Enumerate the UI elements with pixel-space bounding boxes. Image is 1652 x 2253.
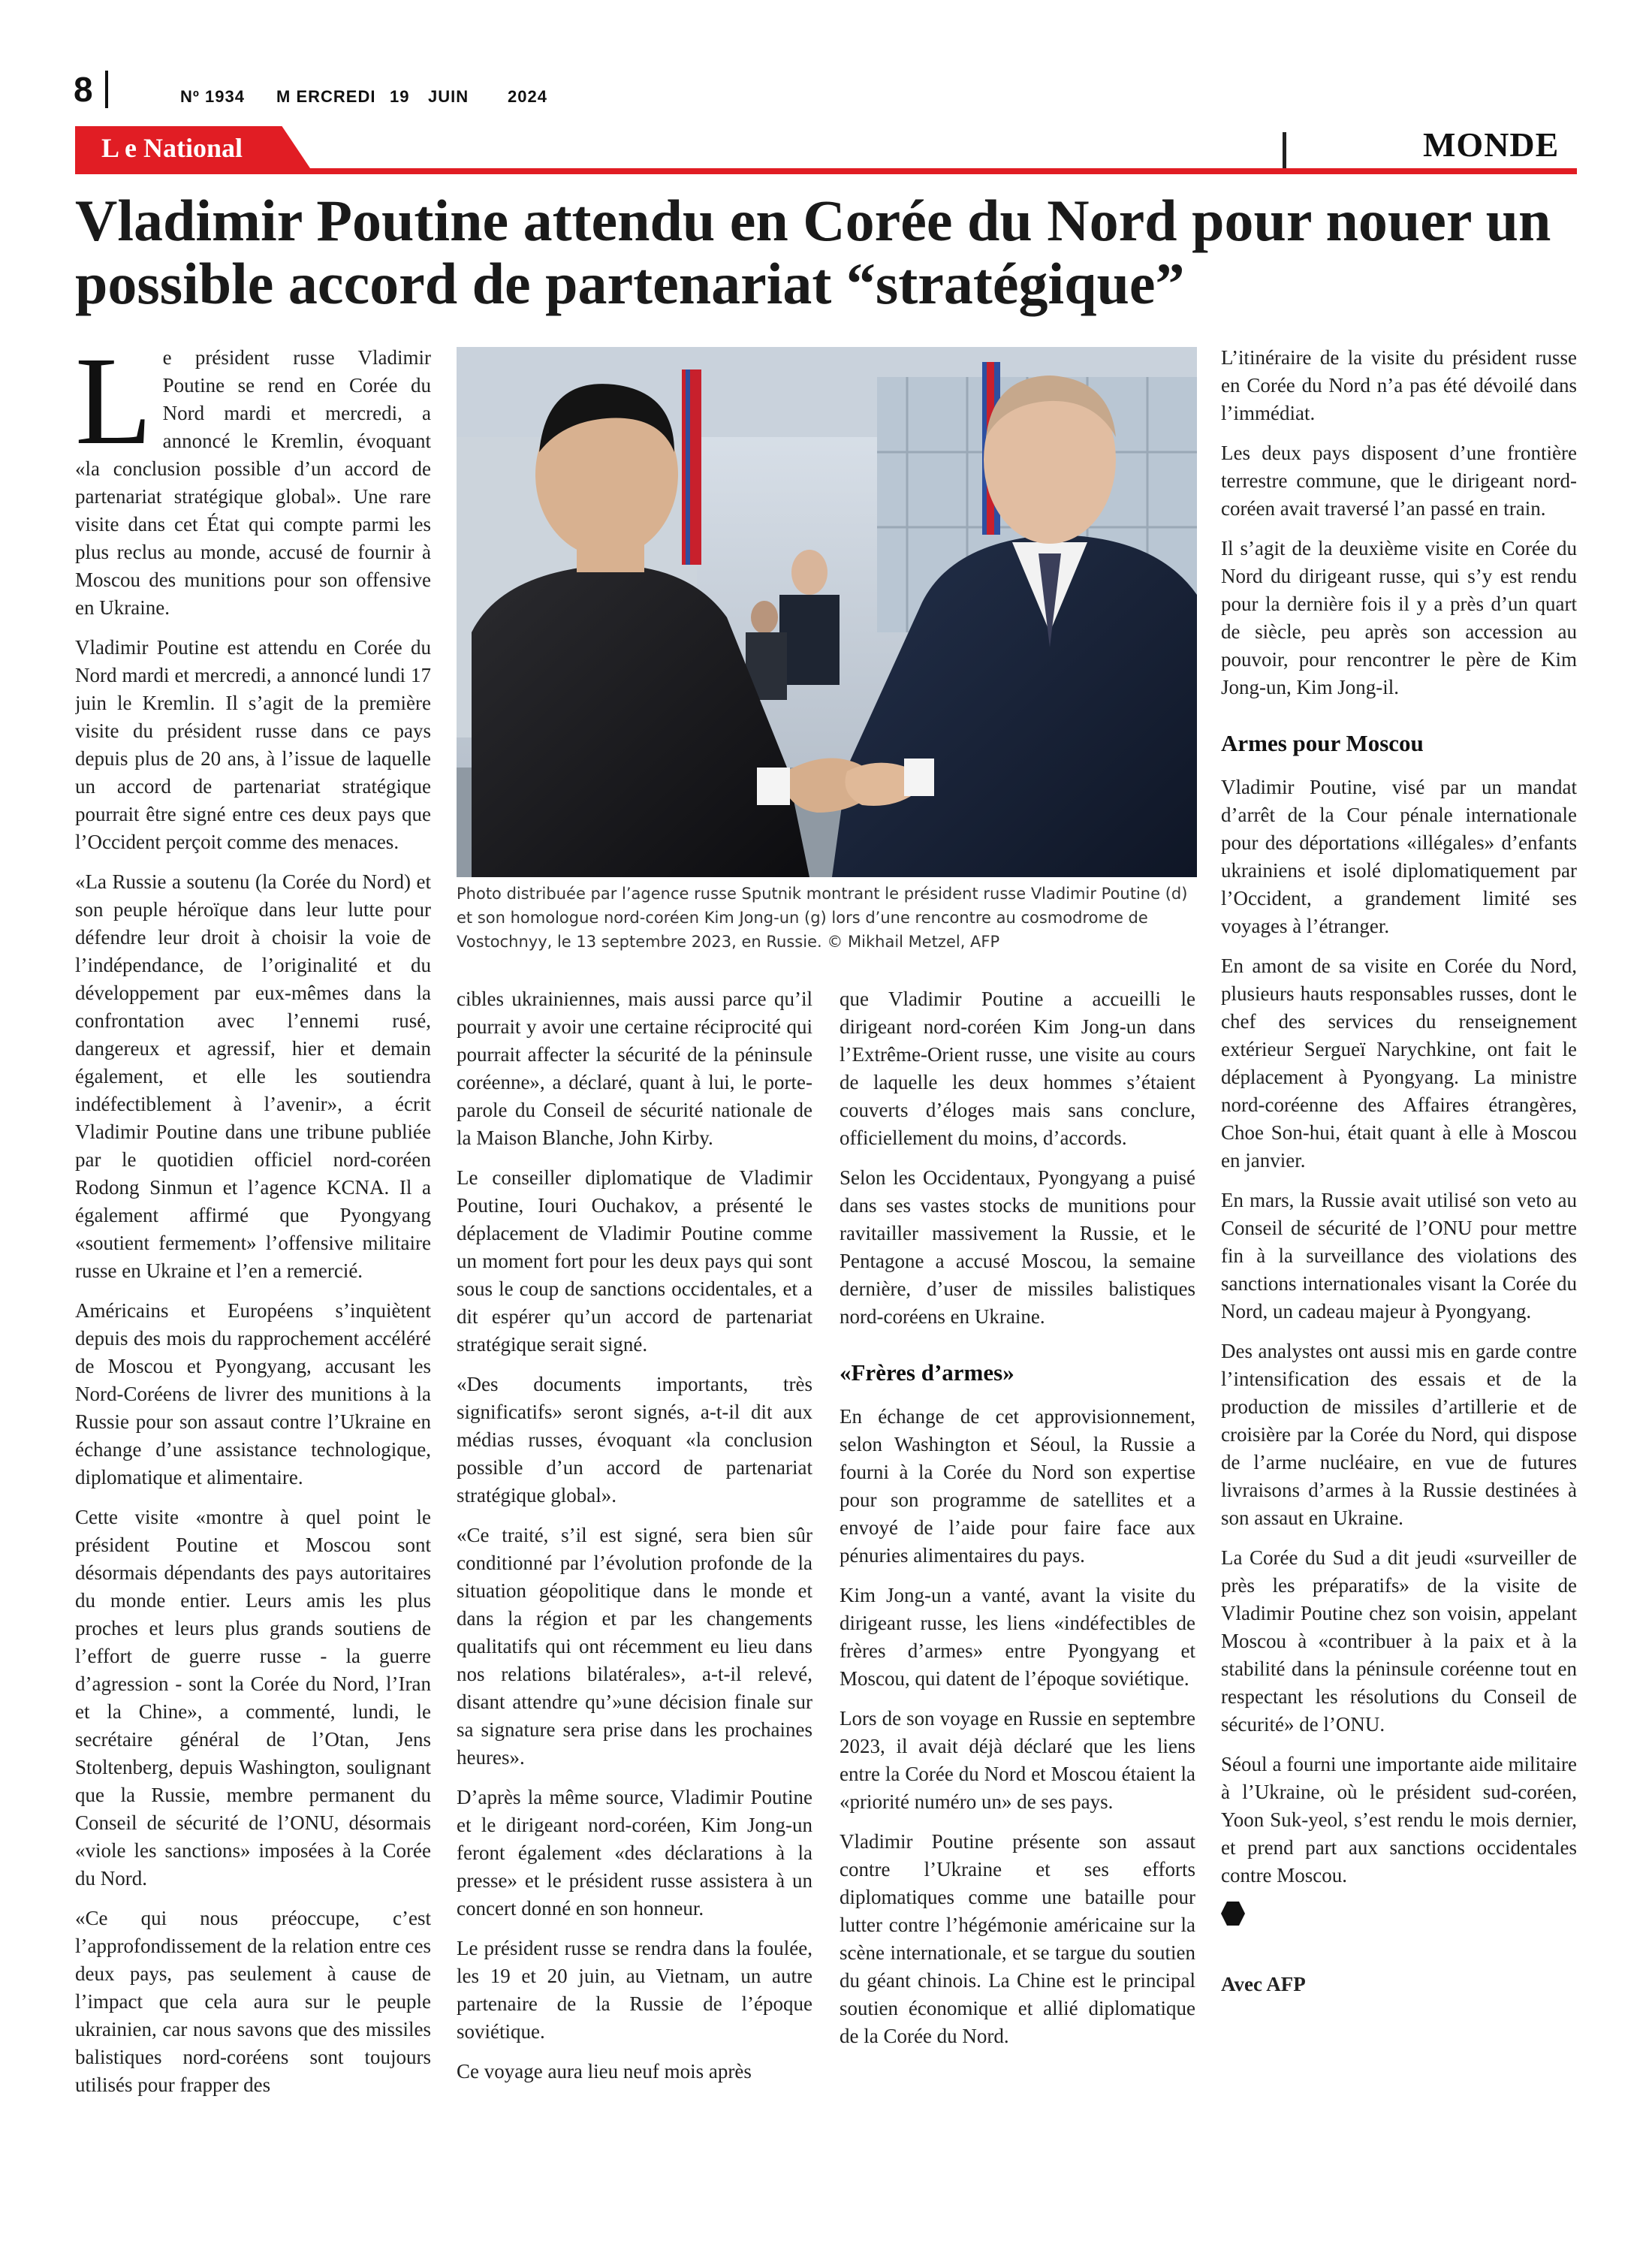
paragraph: La Corée du Sud a dit jeudi «surveiller de près les préparatifs» de la visite de Vladimir Poutine chez son voisin, appelant Moscou à «contribuer à la paix et à la stabilité dans la péninsule coréenne tout en respectant les résolutions du Conseil de sécurité» de l’ONU. (1221, 1546, 1577, 1736)
page-number: 8 (74, 70, 93, 109)
issue-year: 2024 (508, 87, 547, 106)
paragraph: L’itinéraire de la visite du président russe en Corée du Nord n’a pas été dévoilé dans l’immédiat. (1221, 346, 1577, 424)
handshake-photo (457, 347, 1197, 877)
paragraph: Lors de son voyage en Russie en septembre 2023, il avait déjà déclaré que les liens entre la Corée du Nord et Moscou étaient la «priorité numéro un» de ses pays. (840, 1707, 1195, 1813)
header-rule (75, 168, 1577, 174)
paragraph: En amont de sa visite en Corée du Nord, plusieurs hauts responsables russes, dont le chef des services du renseignement extérieur Sergueï Narychkine, ont fait le déplacement à Pyongyang. La ministre nord-coréenne des Affaires étrangères, Choe Son-hui, était quant à elle à Moscou en janvier. (1221, 955, 1577, 1172)
paragraph: Vladimir Poutine présente son assaut contre l’Ukraine et ses efforts diplomatiques comme une bataille pour lutter contre l’hégémonie américaine sur la scène internationale, et se targue du soutien du géant chinois. La Chine est le principal soutien économique et allié diplomatique de la Corée du Nord. (840, 1830, 1195, 2047)
paragraph: que Vladimir Poutine a accueilli le dirigeant nord-coréen Kim Jong-un dans l’Extrême-Orient russe, une visite au cours de laquelle les deux hommes s’étaient couverts d’éloges mais sans conclure, officiellement du moins, d’accords. (840, 988, 1195, 1149)
headline: Vladimir Poutine attendu en Corée du Nord pour nouer un possible accord de partenariat “stratégique” (75, 188, 1551, 316)
brand-name: L e National (101, 133, 243, 163)
article-column-3 (840, 985, 1195, 2179)
paragraph: En mars, la Russie avait utilisé son veto au Conseil de sécurité de l’ONU pour mettre fin à la surveillance des violations des sanctions internationales visant la Corée du Nord, un cadeau majeur à Pyongyang. (1221, 1189, 1577, 1323)
article-column-4 (1221, 344, 1577, 2176)
article-column-2 (457, 985, 812, 2179)
paragraph: Vladimir Poutine est attendu en Corée du Nord mardi et mercredi, a annoncé lundi 17 juin le Kremlin. Il s’agit de la première visite du président russe dans ce pays depuis plus de 20 ans, à l’issue de laquelle un accord de partenariat stratégique pourrait être signé entre ces deux pays que l’Occident perçoit comme des menaces. (75, 636, 431, 853)
article-credit: Avec AFP (1221, 1973, 1306, 1995)
paragraph: Kim Jong-un a vanté, avant la visite du dirigeant russe, les liens «indéfectibles de frères d’armes» entre Pyongyang et Moscou, qui datent de l’époque soviétique. (840, 1584, 1195, 1690)
issue-number: Nº 1934 (180, 87, 245, 106)
section-label: MONDE (1423, 125, 1560, 164)
paragraph: Cette visite «montre à quel point le président Poutine et Moscou sont désormais dépendants des pays autoritaires du monde entier. Leurs amis les plus proches et leurs plus grands soutiens de l’effort de guerre russe - la guerre d’agression - sont la Corée du Nord, l’Iran et la Chine», a commenté, lundi, le secrétaire général de l’Otan, Jens Stoltenberg, depuis Washington, soulignant que la Russie, membre permanent du Conseil de sécurité de l’ONU, désormais «viole les sanctions» imposées à la Corée du Nord. (75, 1506, 431, 1890)
article-column-1 (75, 344, 431, 2176)
paragraph: cibles ukrainiennes, mais aussi parce qu’il pourrait y avoir une certaine réciprocité qui pourrait affecter la sécurité de la péninsule coréenne», a déclaré, quant à lui, le porte-parole du Conseil de sécurité nationale de la Maison Blanche, John Kirby. (457, 988, 812, 1149)
drop-cap: L (75, 344, 152, 471)
paragraph: Vladimir Poutine, visé par un mandat d’arrêt de la Cour pénale internationale pour des déportations «illégales» d’enfants ukrainiens et isolé diplomatiquement par l’Occident, a grandement limité ses voyages à l’étranger. (1221, 776, 1577, 937)
paragraph: «La Russie a soutenu (la Corée du Nord) et son peuple héroïque dans leur lutte pour défendre leur droit à choisir la voie de l’indépendance, de l’originalité et du développement par eux-mêmes dans la confrontation avec l’ennemi rusé, dangereux et agressif, hier et demain également, et elle les soutiendra indéfectiblement à l’avenir», a écrit Vladimir Poutine dans une tribune publiée par le quotidien officiel nord-coréen Rodong Sinmun et l’agence KCNA. Il a également affirmé que Pyongyang «soutient fermement» l’offensive militaire russe en Ukraine et l’en a remercié. (75, 870, 431, 1282)
paragraph: «Des documents importants, très significatifs» seront signés, a-t-il dit aux médias russes, évoquant «la conclusion possible d’un accord de partenariat stratégique global». (457, 1373, 812, 1507)
paragraph: Il s’agit de la deuxième visite en Corée du Nord du dirigeant russe, qui s’y est rendu pour la dernière fois il y a près d’un quart de siècle, peu après son accession au pouvoir, pour rencontrer le père de Kim Jong-un, Kim Jong-il. (1221, 537, 1577, 698)
paragraph: Le président russe se rendra dans la foulée, les 19 et 20 juin, au Vietnam, un autre partenaire de la Russie de l’époque soviétique. (457, 1937, 812, 2043)
paragraph: «Ce qui nous préoccupe, c’est l’approfondissement de la relation entre ces deux pays, pas seulement à cause de l’impact que cela aura sur le peuple ukrainien, car nous savons que des missiles balistiques nord-coréens sont toujours utilisés pour frapper des (75, 1907, 431, 2096)
section-divider (1283, 132, 1286, 168)
subheading-freres-darmes: «Frères d’armes» (840, 1359, 1014, 1386)
article-photo (457, 347, 1197, 877)
paragraph: Séoul a fourni une importante aide militaire à l’Ukraine, où le président sud-coréen, Yoon Suk-yeol, s’est rendu le mois dernier, et prend part aux sanctions occidentales contre Moscou. (1221, 1753, 1577, 1887)
end-of-article-icon (1221, 1902, 1245, 1926)
issue-day: 19 (390, 87, 410, 106)
subheading-armes-pour-moscou: Armes pour Moscou (1221, 730, 1424, 756)
paragraph: En échange de cet approvisionnement, selon Washington et Séoul, la Russie a fourni à la Corée du Nord son expertise pour son programme de satellites et a envoyé de l’aide pour faire face aux pénuries alimentaires du pays. (840, 1405, 1195, 1567)
paragraph: D’après la même source, Vladimir Poutine et le dirigeant nord-coréen, Kim Jong-un feront également «des déclarations à la presse» et le président russe assistera à un concert donné en son honneur. (457, 1786, 812, 1920)
paragraph: Le conseiller diplomatique de Vladimir Poutine, Iouri Ouchakov, a présenté le déplacement de Vladimir Poutine comme un moment fort pour les deux pays qui sont sous le coup de sanctions occidentales, et a dit espérer qu’un accord de partenariat stratégique serait signé. (457, 1166, 812, 1356)
photo-caption: Photo distribuée par l’agence russe Sputnik montrant le président russe Vladimir Poutine (d) et son homologue nord-coréen Kim Jong-un (g) lors d’une rencontre au cosmodrome de Vostochnyy, le 13 septembre 2023, en Russie. © Mikhail Metzel, AFP (457, 885, 1188, 951)
issue-month: JUIN (428, 87, 469, 106)
paragraph: «Ce traité, s’il est signé, sera bien sûr conditionné par l’évolution profonde de la situation géopolitique dans le monde et dans la région et par les changements qualitatifs qui ont récemment eu lieu dans nos relations bilatérales», a-t-il relevé, disant attendre qu’»une décision finale sur sa signature sera prise dans les prochaines heures». (457, 1524, 812, 1769)
paragraph: Des analystes ont aussi mis en garde contre l’intensification des essais et de la production de missiles d’artillerie et de croisière par la Corée du Nord, qui dispose de l’arme nucléaire, en vue de futures livraisons d’armes à la Russie destinées à son assaut en Ukraine. (1221, 1340, 1577, 1529)
paragraph: Les deux pays disposent d’une frontière terrestre commune, que le dirigeant nord-coréen avait traversé l’an passé en train. (1221, 442, 1577, 520)
paragraph: e président russe Vladimir Poutine se rend en Corée du Nord mardi et mercredi, a annoncé le Kremlin, évoquant «la conclusion possible d’un accord de partenariat stratégique global». Une rare visite dans cet État qui compte parmi les plus reclus au monde, accusé de fournir à Moscou des munitions pour son offensive en Ukraine. (75, 346, 431, 619)
paragraph: Ce voyage aura lieu neuf mois après (457, 2060, 752, 2083)
paragraph: Selon les Occidentaux, Pyongyang a puisé dans ses vastes stocks de munitions pour ravitailler massivement la Russie, et le Pentagone a accusé Moscou, la semaine dernière, d’user de missiles balistiques nord-coréens en Ukraine. (840, 1166, 1195, 1328)
paragraph: Américains et Européens s’inquiètent depuis des mois du rapprochement accéléré de Moscou et Pyongyang, accusant les Nord-Coréens de livrer des munitions à la Russie pour son assaut contre l’Ukraine en échange d’une assistance technologique, diplomatique et alimentaire. (75, 1299, 431, 1488)
page-number-divider (105, 71, 108, 108)
issue-weekday: M ERCREDI (276, 87, 376, 106)
